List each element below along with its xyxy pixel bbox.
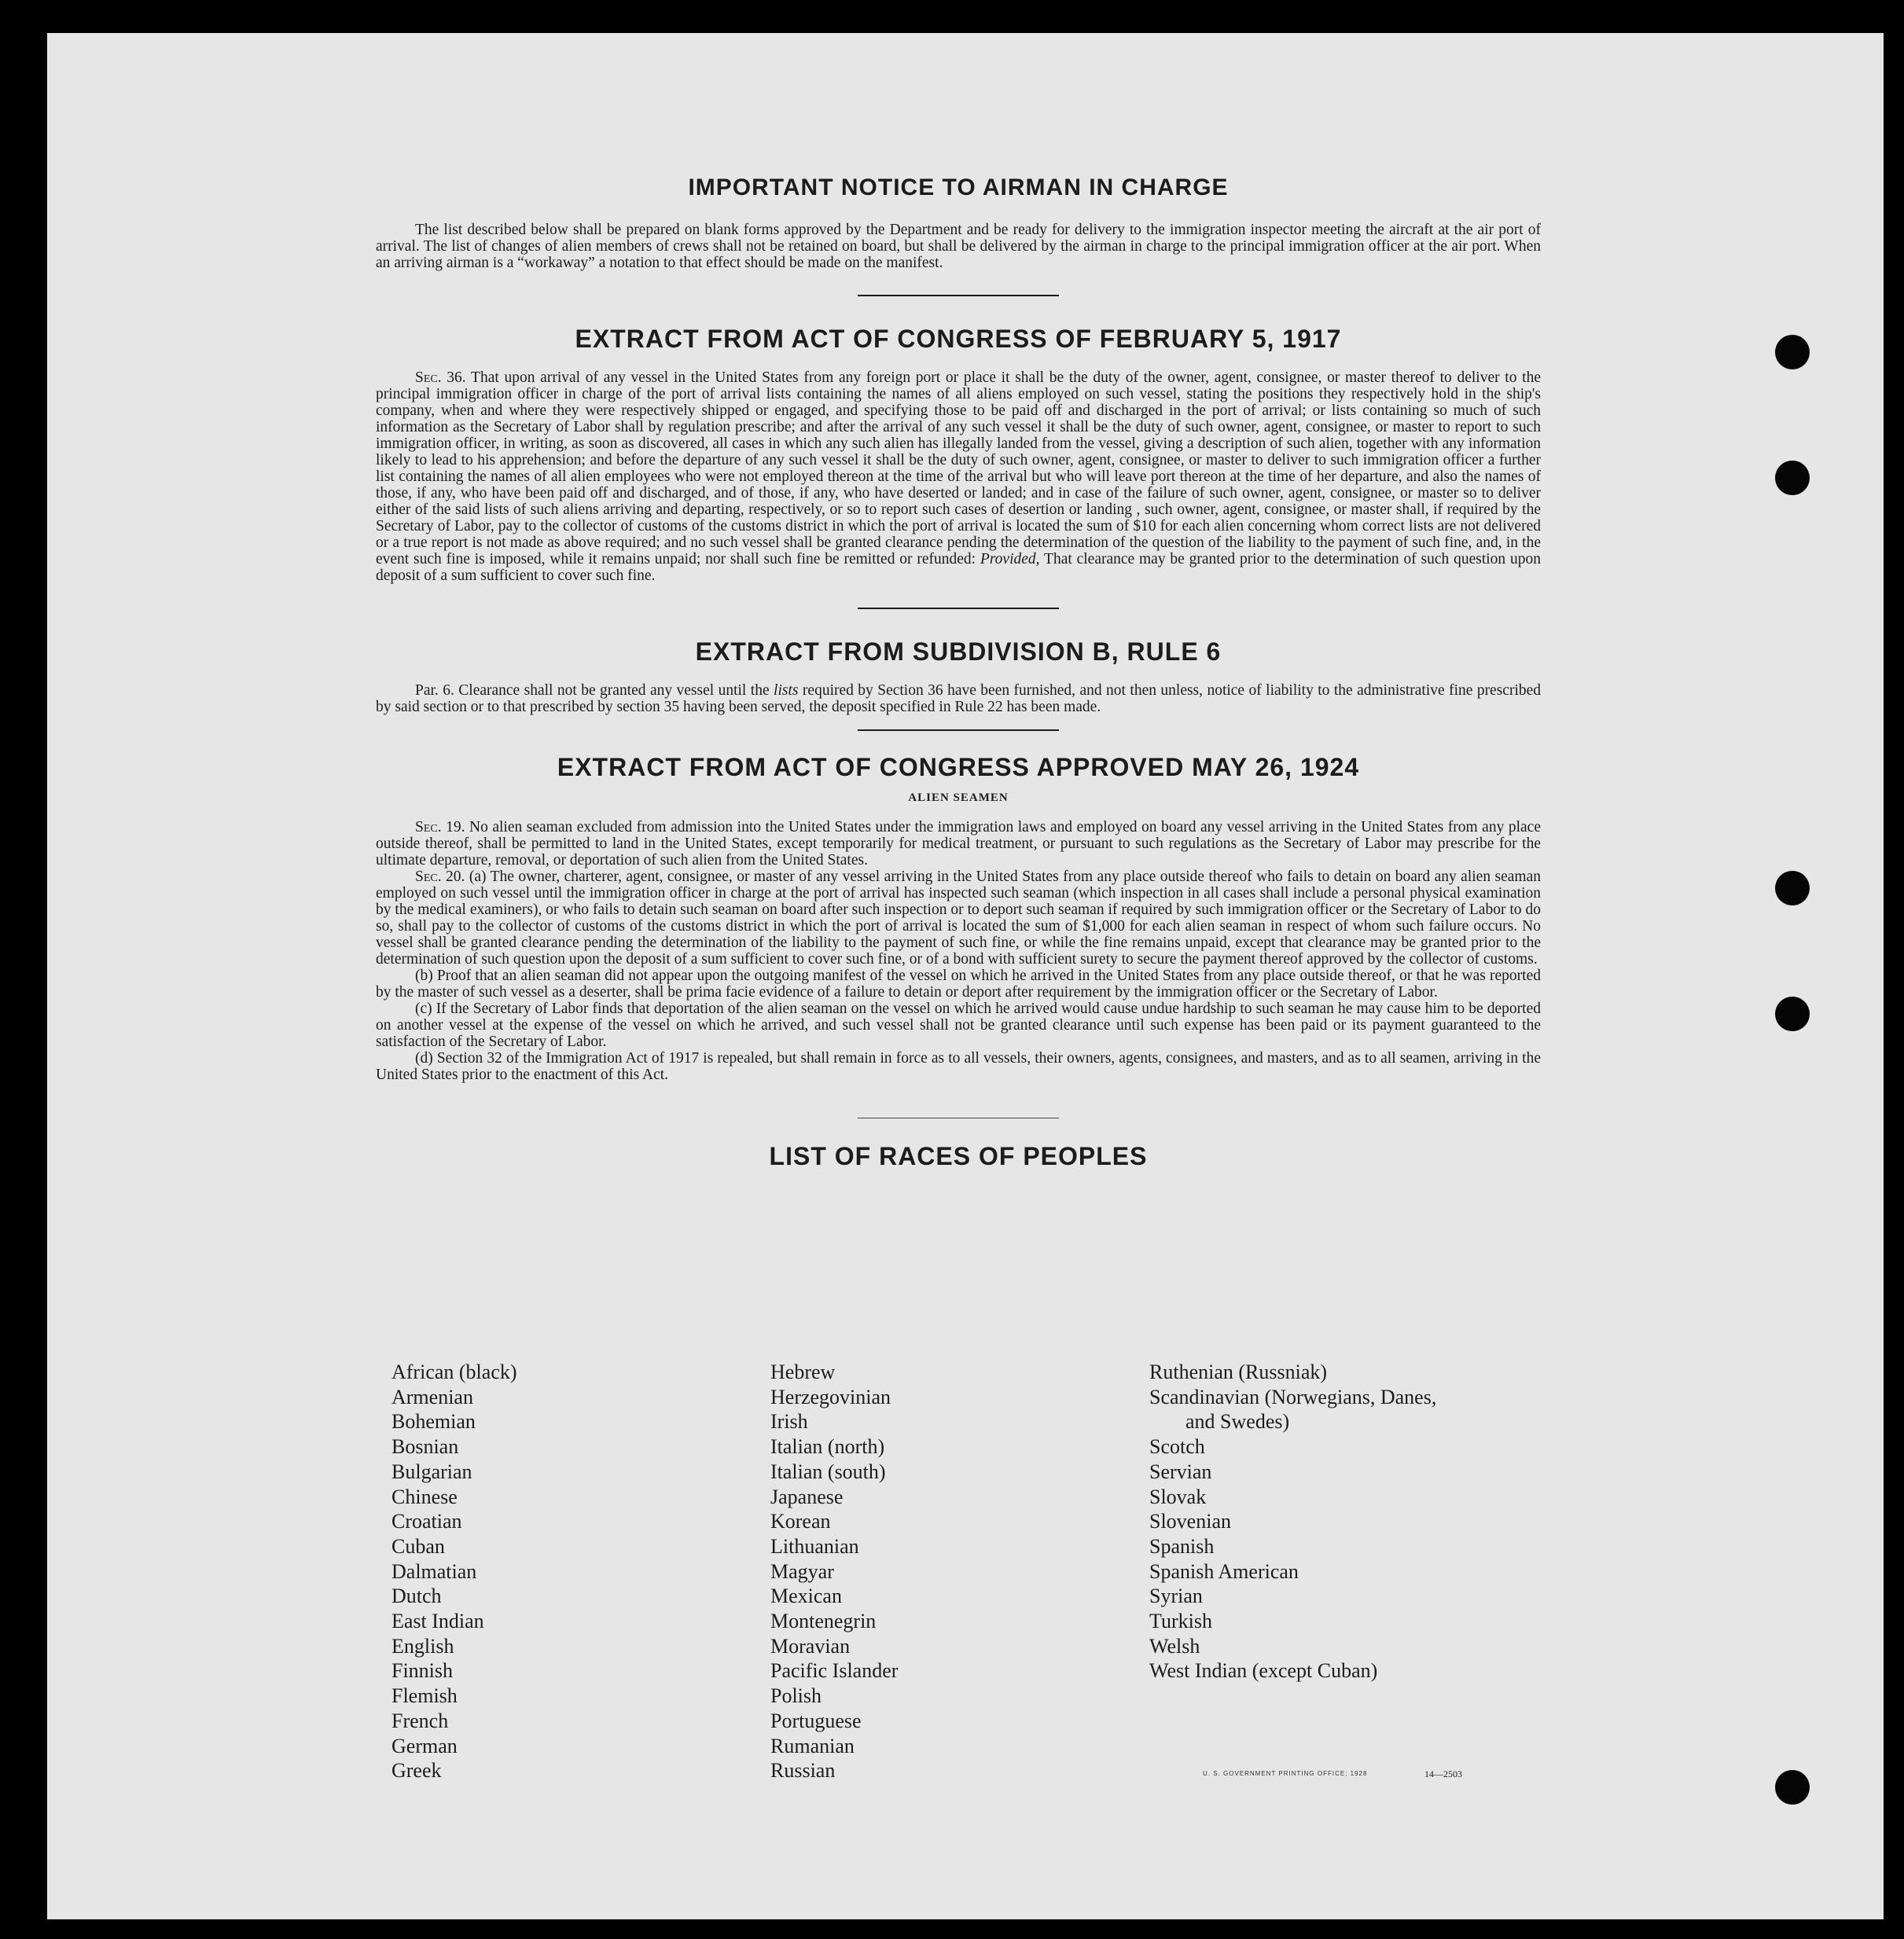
section-label: Sec. 36.: [415, 369, 466, 386]
races-column-3: [1149, 1360, 1436, 1684]
race-item: Ruthenian (Russniak): [1149, 1361, 1328, 1383]
race-item: and Swedes): [1185, 1410, 1290, 1434]
divider: [858, 295, 1059, 296]
race-item: Slovenian: [1149, 1510, 1231, 1533]
rule-6-section: [376, 637, 1541, 715]
race-item: Magyar: [770, 1559, 834, 1583]
race-item: Finnish: [391, 1659, 454, 1683]
race-item: Cuban: [391, 1534, 445, 1558]
sec-20c-text: (c) If the Secretary of Labor finds that deportation of the alien seaman on the vessel on which he arrived would cause undue hardship to such seaman he may cause him to be deported on another vessel at the expense of the vessel on which he arrived, and such vessel shall not be granted clearance until such expense has been paid or its payment guaranteed to the satisfaction of the Secretary of Labor.: [376, 1001, 1541, 1050]
sec-19-body: No alien seaman excluded from admission into the United States under the immigration laws and employed on board any vessel arriving in the United States from any place outside thereof, shall be permitted to land in the United States, except temporarily for medical treatment, or pursuant to such regulations as the Secretary of Labor may prescribe for the ultimate departure, removal, or deportation of such alien from the United States.: [376, 819, 1541, 869]
races-column-2: [770, 1360, 898, 1783]
race-item: Syrian: [1149, 1585, 1203, 1608]
race-item: Dalmatian: [391, 1559, 477, 1583]
race-item: Spanish: [1149, 1534, 1215, 1558]
sec-36-text: [376, 369, 1541, 584]
document-body: [376, 174, 1541, 1195]
punch-hole: [1775, 1770, 1810, 1805]
race-item: Dutch: [391, 1585, 442, 1608]
race-item: East Indian: [391, 1610, 484, 1633]
race-item: German: [391, 1734, 458, 1757]
race-item: Hebrew: [770, 1361, 836, 1383]
race-item: Slovak: [1149, 1485, 1207, 1508]
form-number: 14—2503: [1424, 1768, 1462, 1779]
sec-20a-body: (a) The owner, charterer, agent, consignee, or master of any vessel arriving in the United States from any place outside thereof who fails to detain on board any alien seaman employed on such vessel until the immigration officer in charge at the port of arrival has inspected such seaman (which inspection in all cases shall include a personal physical examination by the medical examiners), or who fails to detain such seaman on board after such inspection or to deport such seaman if required by such immigration officer or the Secretary of Labor to do so, shall pay to the collector of customs of the customs district in which the port of arrival is located the sum of $1,000 for each alien seaman in respect of whom such failure occurs. No vessel shall be granted clearance pending the determination of the liability to the payment of such fine, or while the fine remains unpaid, except that clearance may be granted prior to the determination of such question upon the deposit of a sum sufficient to cover such fine, or of a bond with sufficient surety to secure the payment thereof approved by the collector of customs.: [376, 869, 1541, 968]
race-item: Greek: [391, 1759, 442, 1783]
rule-6-title: EXTRACT FROM SUBDIVISION B, RULE 6: [695, 637, 1222, 666]
race-item: English: [391, 1634, 454, 1658]
rule-6-text: [376, 682, 1541, 715]
race-item: Italian (north): [770, 1435, 885, 1459]
printing-office-imprint: U. S. GOVERNMENT PRINTING OFFICE: 1928: [1203, 1770, 1368, 1777]
race-item: Herzegovinian: [770, 1385, 891, 1408]
race-item: Spanish American: [1149, 1559, 1299, 1583]
punch-hole: [1775, 871, 1810, 905]
act-1917-section: [376, 325, 1541, 584]
race-item: Moravian: [770, 1634, 851, 1658]
sec-20b-text: (b) Proof that an alien seaman did not appear upon the outgoing manifest of the vessel on which he arrived in the United States from any place outside thereof, or that he was reported by the master of such vessel as a deserter, shall be prima facie evidence of a failure to detain or deport after requirement by the immigration officer or the Secretary of Labor.: [376, 968, 1541, 1001]
races-title: LIST OF RACES OF PEOPLES: [769, 1142, 1148, 1170]
provided-word: Provided,: [980, 551, 1040, 567]
notice-text: The list described below shall be prepared on blank forms approved by the Department and be ready for delivery to the immigration inspector meeting the aircraft at the air port of arrival. The list of changes of alien members of crews shall not be retained on board, but shall be delivered by the airman in charge to the principal immigration officer at the air port. When an arriving airman is a “workaway” a notation to that effect should be made on the manifest.: [376, 222, 1541, 271]
race-item: West Indian (except Cuban): [1149, 1659, 1378, 1683]
race-item: Welsh: [1149, 1634, 1200, 1658]
race-item: Portuguese: [770, 1709, 862, 1732]
race-item: Scotch: [1149, 1435, 1205, 1459]
sec-20a-text: [376, 869, 1541, 968]
section-label: Sec. 20.: [415, 869, 465, 885]
race-item: Bosnian: [391, 1435, 459, 1459]
divider: [858, 608, 1059, 609]
sec-20d-text: (d) Section 32 of the Immigration Act of 1917 is repealed, but shall remain in force as to all vessels, their owners, agents, consignees, and masters, and as to all seamen, arriving in the United States prior to the enactment of this Act.: [376, 1050, 1541, 1083]
race-item: Korean: [770, 1510, 831, 1533]
race-item: Irish: [770, 1410, 808, 1434]
race-item: Japanese: [770, 1485, 844, 1508]
race-item: Turkish: [1149, 1610, 1212, 1633]
races-column-1: [391, 1360, 517, 1783]
race-item: Bohemian: [391, 1410, 476, 1434]
notice-title: IMPORTANT NOTICE TO AIRMAN IN CHARGE: [688, 174, 1229, 200]
race-item: Armenian: [391, 1385, 473, 1408]
race-item: Rumanian: [770, 1734, 855, 1757]
race-item: Mexican: [770, 1585, 842, 1608]
punch-hole: [1775, 997, 1810, 1031]
race-item: Chinese: [391, 1485, 458, 1508]
race-item: Croatian: [391, 1510, 462, 1533]
lists-word: lists: [774, 682, 799, 699]
sec-19-text: [376, 819, 1541, 869]
act-1917-title: EXTRACT FROM ACT OF CONGRESS OF FEBRUARY 5, 1917: [575, 325, 1342, 353]
punch-hole: [1775, 461, 1810, 495]
race-item: Servian: [1149, 1460, 1212, 1483]
rule-6-body: Par. 6. Clearance shall not be granted any vessel until the: [415, 682, 770, 699]
race-item: French: [391, 1709, 449, 1732]
race-item: Montenegrin: [770, 1610, 877, 1633]
section-label: Sec. 19.: [415, 819, 465, 835]
sec-36-body-end: That clearance may be granted prior to the determination of such question upon deposit of a sum sufficient to cover such fine.: [376, 551, 1541, 584]
alien-seamen-subheading: ALIEN SEAMEN: [908, 791, 1009, 804]
race-item: Lithuanian: [770, 1534, 859, 1558]
race-item: African (black): [391, 1361, 517, 1383]
rule-6-body-end: required by Section 36 have been furnished, and not then unless, notice of liability to the administrative fine prescribed by said section or to that prescribed by section 35 having been served, the deposit specified in Rule 22 has been made.: [376, 682, 1542, 715]
act-1924-title: EXTRACT FROM ACT OF CONGRESS APPROVED MAY 26, 1924: [557, 753, 1360, 781]
punch-hole: [1775, 335, 1810, 369]
race-item: Polish: [770, 1684, 822, 1708]
sec-36-body: That upon arrival of any vessel in the United States from any foreign port or place it shall be the duty of the owner, agent, consignee, or master thereof to deliver to the principal immigration officer in charge of the port of arrival lists containing the names of all aliens employed on such vessel, stating the positions they respectively hold in the ship's company, when and where they were respectively shipped or engaged, and specifying those to be paid off and discharged in the port of arrival; or lists containing so much of such information as the Secretary of Labor shall by regulation prescribe; and after the arrival of any such vessel it shall be the duty of such owner, agent, consignee, or master to report to such immigration officer, in writing, as soon as discovered, all cases in which any such alien has illegally landed from the vessel, giving a description of such alien, together with any information likely to lead to his apprehension; and before the departure of any such vessel it shall be the duty of such owner, agent, consignee, or master to deliver to such immigration officer a further list containing the names of all alien employees who were not employed thereon at the time of the arrival but who will leave port thereon at the time of her departure, and also the names of those, if any, who have been paid off and discharged, and of those, if any, who have deserted or landed; and in case of the failure of such owner, agent, consignee, or master so to deliver either of the said lists of such aliens arriving and departing, respectively, or so to report such cases of desertion or landing , such owner, agent, consignee, or master shall, if required by the Secretary of Labor, pay to the collector of customs of the customs district in which the port of arrival is located the sum of $10 for each alien concerning whom correct lists are not delivered or a true report is not made as above required; and no such vessel shall be granted clearance pending the determination of the question of the liability to the payment of such fine, and, in the event such fine is imposed, while it remains unpaid; nor shall such fine be remitted or refunded:: [376, 369, 1541, 567]
race-item: Scandinavian (Norwegians, Danes,: [1149, 1385, 1437, 1408]
race-item: Russian: [770, 1759, 836, 1783]
race-item: Italian (south): [770, 1460, 886, 1483]
race-item: Pacific Islander: [770, 1659, 899, 1683]
divider: [858, 729, 1059, 731]
race-item: Bulgarian: [391, 1460, 472, 1483]
act-1924-section: [376, 753, 1541, 1083]
notice-section: [376, 174, 1541, 271]
race-item: Flemish: [391, 1684, 458, 1708]
